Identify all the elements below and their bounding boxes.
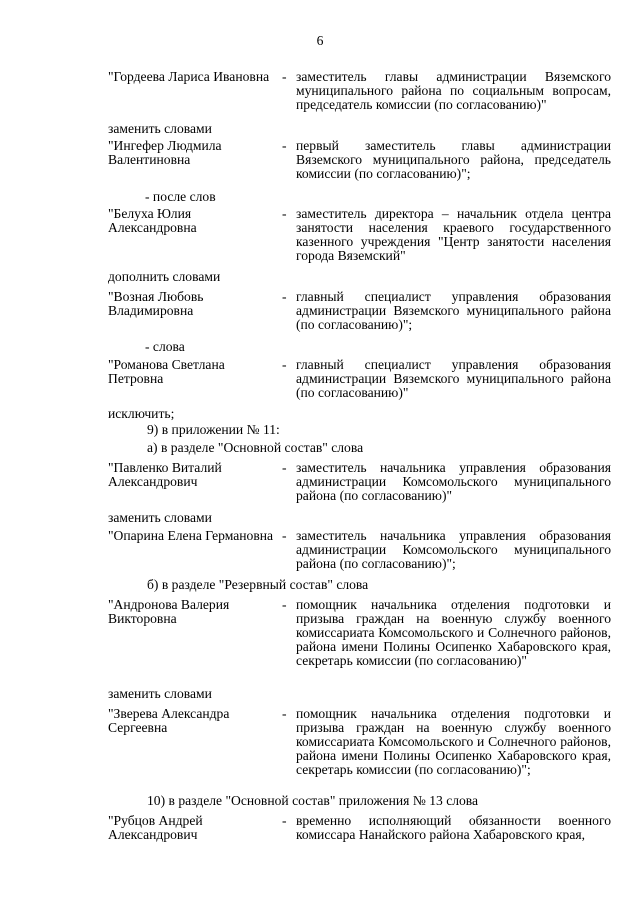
- entry-description: заместитель главы администрации Вяземского муниципального района по социальным вопросам, председатель комиссии (по согласованию)": [296, 69, 611, 112]
- instruction-text: - слова: [145, 339, 185, 354]
- instruction-text: а) в разделе "Основной состав" слова: [147, 440, 364, 455]
- entry-name: "Андронова Валерия Викторовна: [108, 597, 230, 626]
- instruction-text: 10) в разделе "Основной состав" приложения № 13 слова: [147, 793, 479, 808]
- entry-name: "Зверева Александра Сергеевна: [108, 706, 230, 735]
- entry-name: "Романова Светлана Петровна: [108, 357, 225, 386]
- instruction-text: 9) в приложении № 11:: [147, 422, 280, 437]
- entry-dash: -: [282, 69, 287, 84]
- instruction-text: заменить словами: [108, 510, 212, 525]
- entry-name: "Опарина Елена Германовна: [108, 528, 274, 543]
- entry-description: помощник начальника отделения подготовки и призыва граждан на военную службу военного комиссариата Комсомольского и Солнечного районов, района имени Полины Осипенко Хабаровского края, секретарь комиссии (по согласованию)";: [296, 706, 611, 777]
- entry-dash: -: [282, 597, 287, 612]
- instruction-text: б) в разделе "Резервный состав" слова: [147, 577, 369, 592]
- entry-dash: -: [282, 357, 287, 372]
- instruction-text: дополнить словами: [108, 269, 221, 284]
- entry-dash: -: [282, 528, 287, 543]
- instruction-text: заменить словами: [108, 686, 212, 701]
- entry-description: заместитель начальника управления образования администрации Комсомольского муниципального района (по согласованию)";: [296, 528, 611, 571]
- entry-description: главный специалист управления образования администрации Вяземского муниципального района (по согласованию)";: [296, 289, 611, 332]
- entry-description: помощник начальника отделения подготовки и призыва граждан на военную службу военного комиссариата Комсомольского и Солнечного районов, района имени Полины Осипенко Хабаровского края, секретарь комиссии (по согласованию)": [296, 597, 611, 668]
- entry-description: временно исполняющий обязанности военного комиссара Нанайского района Хабаровского края,: [296, 813, 611, 842]
- entry-description: первый заместитель главы администрации Вяземского муниципального района, председатель комиссии (по согласованию)";: [296, 138, 611, 181]
- instruction-text: - после слов: [145, 189, 216, 204]
- entry-dash: -: [282, 706, 287, 721]
- entry-name: "Павленко Виталий Александрович: [108, 460, 222, 489]
- entry-dash: -: [282, 206, 287, 221]
- entry-description: заместитель начальника управления образования администрации Комсомольского муниципального района (по согласованию)": [296, 460, 611, 503]
- entry-name: "Гордеева Лариса Ивановна: [108, 69, 270, 84]
- entry-name: "Ингефер Людмила Валентиновна: [108, 138, 222, 167]
- instruction-text: исключить;: [108, 406, 175, 421]
- entry-name: "Возная Любовь Владимировна: [108, 289, 204, 318]
- page-number: 6: [316, 33, 324, 48]
- entry-dash: -: [282, 289, 287, 304]
- entry-dash: -: [282, 460, 287, 475]
- entry-name: "Белуха Юлия Александровна: [108, 206, 197, 235]
- entry-name: "Рубцов Андрей Александрович: [108, 813, 203, 842]
- entry-description: заместитель директора – начальник отдела центра занятости населения краевого государственного казенного учреждения "Центр занятости населения города Вяземский": [296, 206, 611, 263]
- instruction-text: заменить словами: [108, 121, 212, 136]
- entry-dash: -: [282, 138, 287, 153]
- entry-dash: -: [282, 813, 287, 828]
- entry-description: главный специалист управления образования администрации Вяземского муниципального района (по согласованию)": [296, 357, 611, 400]
